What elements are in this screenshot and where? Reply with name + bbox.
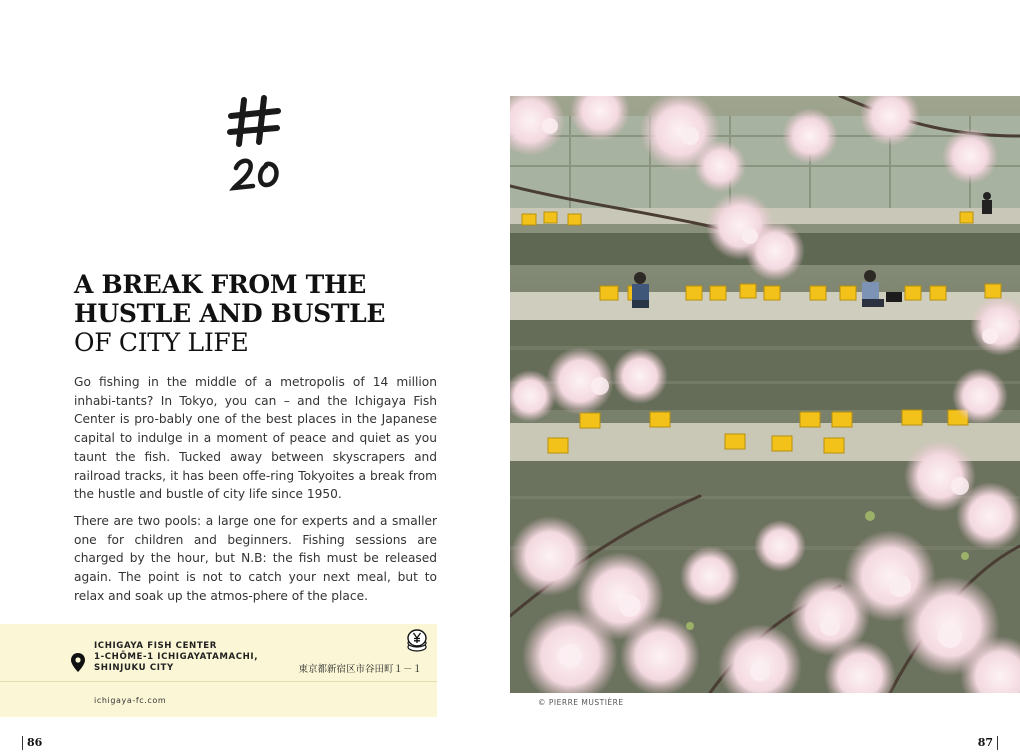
page-number-left: 86	[22, 736, 42, 750]
cherry-blossom-photo	[510, 96, 1020, 693]
info-divider	[0, 681, 437, 682]
paragraph-2: There are two pools: a large one for experts and a smaller one for children and beginners. Fishing sessions are charged by the hour, but N.B: the fish must be released again. The point is not to catch your next meal, but to relax and soak up the atmos-phere of the place.	[74, 513, 437, 603]
japanese-address: 東京都新宿区市谷田町１－１	[298, 664, 422, 675]
title-line-2: HUSTLE AND BUSTLE	[74, 299, 386, 328]
website-link[interactable]: ichigaya-fc.com	[94, 696, 167, 705]
article-title	[74, 270, 454, 357]
page-number-right: 87	[978, 736, 998, 750]
chapter-number-mark	[222, 92, 292, 200]
address-line-2: 1-CHŌME-1 ICHIGAYATAMACHI,	[94, 652, 259, 662]
title-line-1: A BREAK FROM THE	[74, 270, 367, 299]
title-line-3: OF CITY LIFE	[74, 328, 249, 357]
address-line-3: SHINJUKU CITY	[94, 663, 174, 673]
address	[94, 641, 258, 674]
info-box	[0, 624, 437, 717]
address-line-1: ICHIGAYA FISH CENTER	[94, 641, 217, 651]
photo-credit: © PIERRE MUSTIÈRE	[538, 698, 624, 707]
map-pin-icon	[71, 653, 85, 672]
yen-coin-icon	[407, 628, 427, 652]
article-body	[74, 373, 437, 613]
paragraph-1: Go fishing in the middle of a metropolis of 14 million inhabi-tants? In Tokyo, you can – and the Ichigaya Fish Center is pro-bably one of the best places in the Japanese capital to indulge in a moment of peace and quiet as you taunt the fish. Tucked away between skyscrapers and railroad tracks, it has been offe-ring Tokyoites a break from the hustle and bustle of city life since 1950.	[74, 375, 437, 502]
